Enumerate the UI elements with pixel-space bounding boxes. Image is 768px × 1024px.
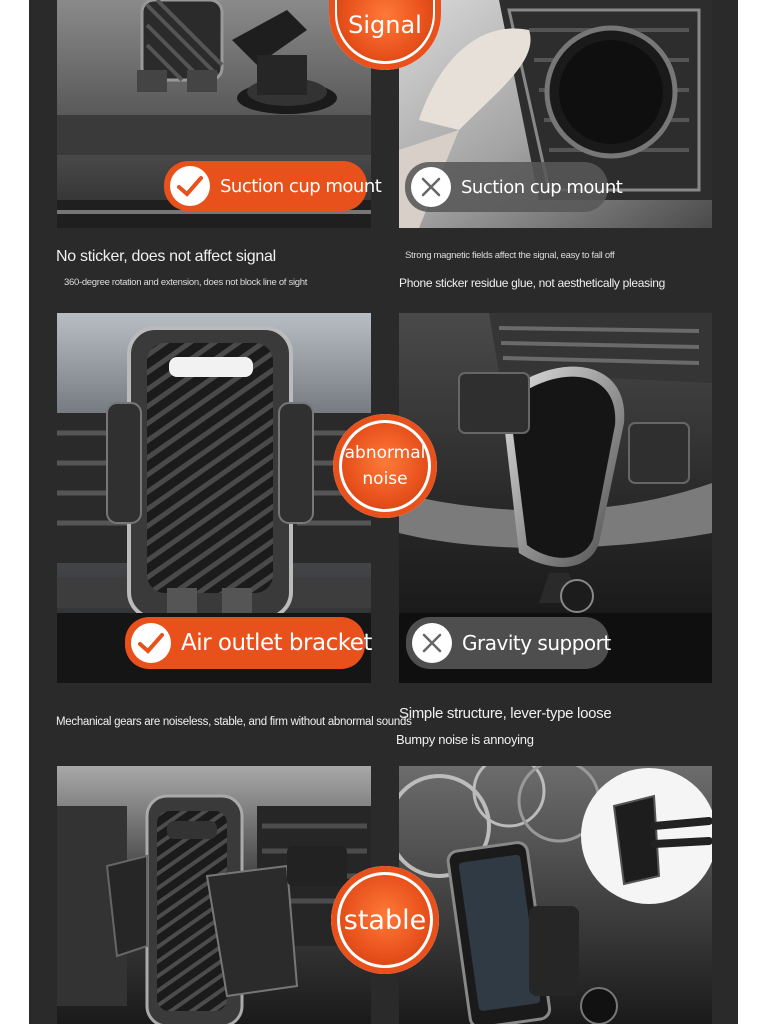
check-icon — [131, 623, 171, 663]
suction-mount-good-pill — [164, 161, 382, 211]
stable-badge — [331, 866, 439, 974]
abnormal-noise-badge — [333, 414, 437, 518]
suction-mount-bad-label: Suction cup mount — [461, 176, 623, 198]
row1-right-title: Strong magnetic fields affect the signal, easy to fall off — [405, 250, 615, 261]
air-outlet-good-label: Air outlet bracket — [181, 630, 372, 656]
gravity-support-bad-pill — [406, 617, 609, 669]
air-outlet-good-pill — [125, 617, 372, 669]
x-icon — [411, 167, 451, 207]
row2-right-subtitle: Bumpy noise is annoying — [396, 732, 534, 747]
vent-mount-photo — [57, 766, 371, 1024]
abnormal-noise-line2: noise — [362, 469, 408, 489]
abnormal-noise-line1: abnormal — [344, 443, 426, 463]
row1-left-subtitle: 360-degree rotation and extension, does not block line of sight — [64, 277, 308, 288]
phone-in-holder-photo — [399, 766, 712, 1024]
signal-badge-text: Signal — [348, 11, 422, 39]
suction-mount-good-label: Suction cup mount — [220, 175, 382, 197]
product-comparison-page — [29, 0, 738, 1024]
row2-right-title: Simple structure, lever-type loose — [399, 705, 612, 722]
suction-mount-bad-pill — [405, 162, 623, 212]
gravity-support-bad-label: Gravity support — [462, 631, 611, 655]
x-icon — [412, 623, 452, 663]
row1-left-title: No sticker, does not affect signal — [56, 248, 276, 265]
stable-badge-text: stable — [343, 904, 427, 936]
row2-left-caption: Mechanical gears are noiseless, stable, and firm without abnormal sounds — [56, 716, 412, 728]
check-icon — [170, 166, 210, 206]
row1-right-subtitle: Phone sticker residue glue, not aesthetically pleasing — [399, 276, 665, 290]
